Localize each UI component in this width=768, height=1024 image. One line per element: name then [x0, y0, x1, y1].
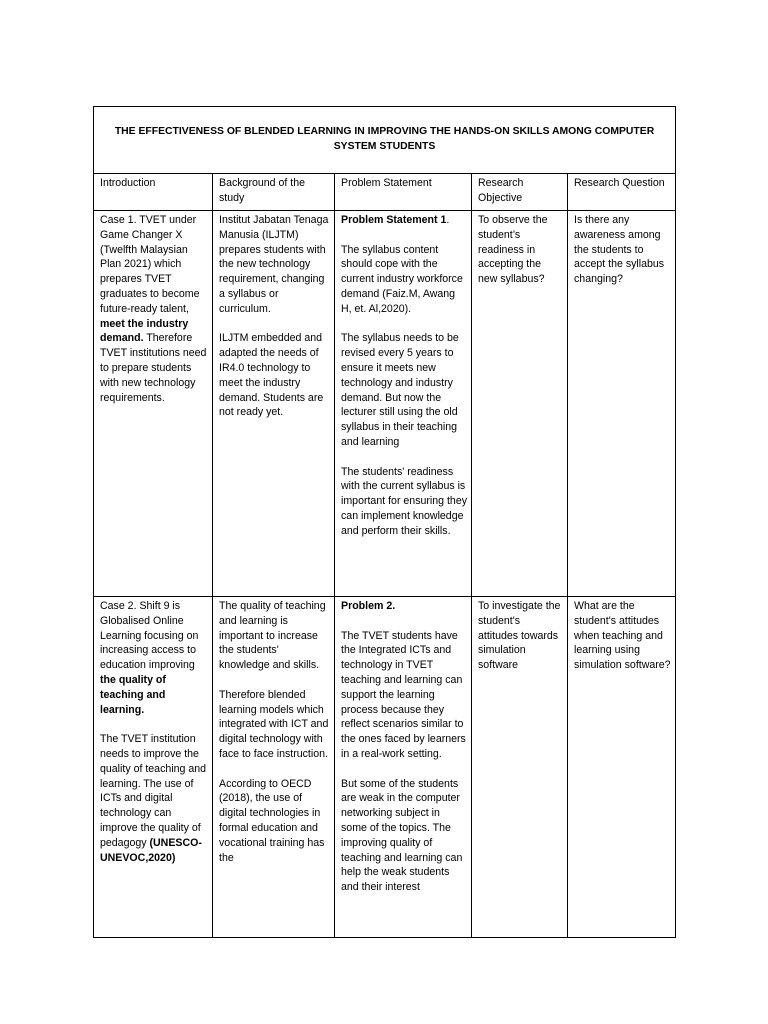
- table-row: [94, 211, 676, 597]
- text: Therefore TVET institutions need to prepare students with new technology requirements.: [100, 332, 207, 404]
- paragraph: To observe the student’s readiness in accepting the new syllabus?: [478, 214, 548, 286]
- paragraph: [341, 599, 467, 614]
- header-row: [94, 174, 676, 211]
- paragraph: Institut Jabatan Tenaga Manusia (ILJTM) prepares students with the new technology requirement, changing a syllabus or curriculum.: [219, 214, 329, 315]
- paragraph: To investigate the student's attitudes towards simulation software: [478, 600, 561, 672]
- bold-text: the quality of teaching and learning.: [100, 673, 166, 716]
- paragraph: The TVET students have the Integrated ICTs and technology in TVET teaching and learning can support the learning process because they reflect scenarios similar to the ones faced by learners in a real-work setting.: [341, 629, 466, 760]
- problem-statement-cell: [335, 211, 472, 597]
- header-background: Background of the study: [213, 174, 335, 211]
- bold-text: (UNESCO-UNEVOC,2020): [100, 836, 202, 864]
- paragraph: Therefore blended learning models which integrated with ICT and digital technology with face to face instruction.: [219, 688, 329, 760]
- text: The TVET institution needs to improve the quality of teaching and learning. The use of ICTs and digital technology can improve the quality of pedagogy: [100, 733, 207, 849]
- paragraph: [100, 732, 208, 865]
- text: .: [446, 214, 450, 226]
- research-objective-cell: [472, 211, 568, 597]
- text: Case 1. TVET under Game Changer X (Twelfth Malaysian Plan 2021) which prepares TVET graduates to become future-ready talent,: [100, 214, 200, 315]
- header-research-question: Research Question: [568, 174, 676, 211]
- problem-statement-cell: [335, 597, 472, 938]
- background-cell: [213, 211, 335, 597]
- problem-heading: Problem Statement 1: [341, 214, 447, 226]
- research-question-cell: [568, 597, 676, 938]
- paragraph: [100, 599, 208, 717]
- research-question-cell: [568, 211, 676, 597]
- paragraph: According to OECD (2018), the use of digital technologies in formal education and vocational training has the: [219, 777, 325, 864]
- paragraph: The quality of teaching and learning is important to increase the students' knowledge and skills.: [219, 600, 326, 672]
- bold-text: meet the industry demand.: [100, 317, 189, 345]
- research-objective-cell: [472, 597, 568, 938]
- document-title: [94, 107, 676, 174]
- background-cell: [213, 597, 335, 938]
- paragraph: ILJTM embedded and adapted the needs of IR4.0 technology to meet the industry demand. Students are not ready yet.: [219, 332, 324, 419]
- paragraph: [100, 213, 208, 405]
- introduction-cell: [94, 597, 213, 938]
- header-problem-statement: Problem Statement: [335, 174, 472, 211]
- paragraph: What are the student's attitudes when teaching and learning using simulation software?: [574, 600, 671, 672]
- table-row: [94, 597, 676, 938]
- title-row: [94, 107, 676, 174]
- text: Case 2. Shift 9 is Globalised Online Learning focusing on increasing access to education improving: [100, 600, 199, 672]
- introduction-cell: [94, 211, 213, 597]
- document-title-text: THE EFFECTIVENESS OF BLENDED LEARNING IN IMPROVING THE HANDS-ON SKILLS AMONG COMPUTER SYSTEM STUDENTS: [114, 126, 655, 152]
- paragraph: The syllabus content should cope with the current industry workforce demand (Faiz.M, Awang H, et. Al,2020).: [341, 243, 463, 315]
- header-introduction: Introduction: [94, 174, 213, 211]
- paragraph: The syllabus needs to be revised every 5 years to ensure it meets new technology and industry demand. But now the lecturer still using the old syllabus in their teaching and learning: [341, 332, 459, 448]
- paragraph: The students' readiness with the current syllabus is important for ensuring they can implement knowledge and perform their skills.: [341, 465, 468, 537]
- header-research-objective: Research Objective: [472, 174, 568, 211]
- paragraph: [341, 213, 467, 228]
- paragraph: But some of the students are weak in the computer networking subject in some of the topics. The improving quality of teaching and learning can help the weak students and their interest: [341, 777, 463, 894]
- paragraph: Is there any awareness among the students to accept the syllabus changing?: [574, 214, 665, 286]
- research-framework-table: [93, 106, 676, 938]
- problem-heading: Problem 2.: [341, 600, 396, 612]
